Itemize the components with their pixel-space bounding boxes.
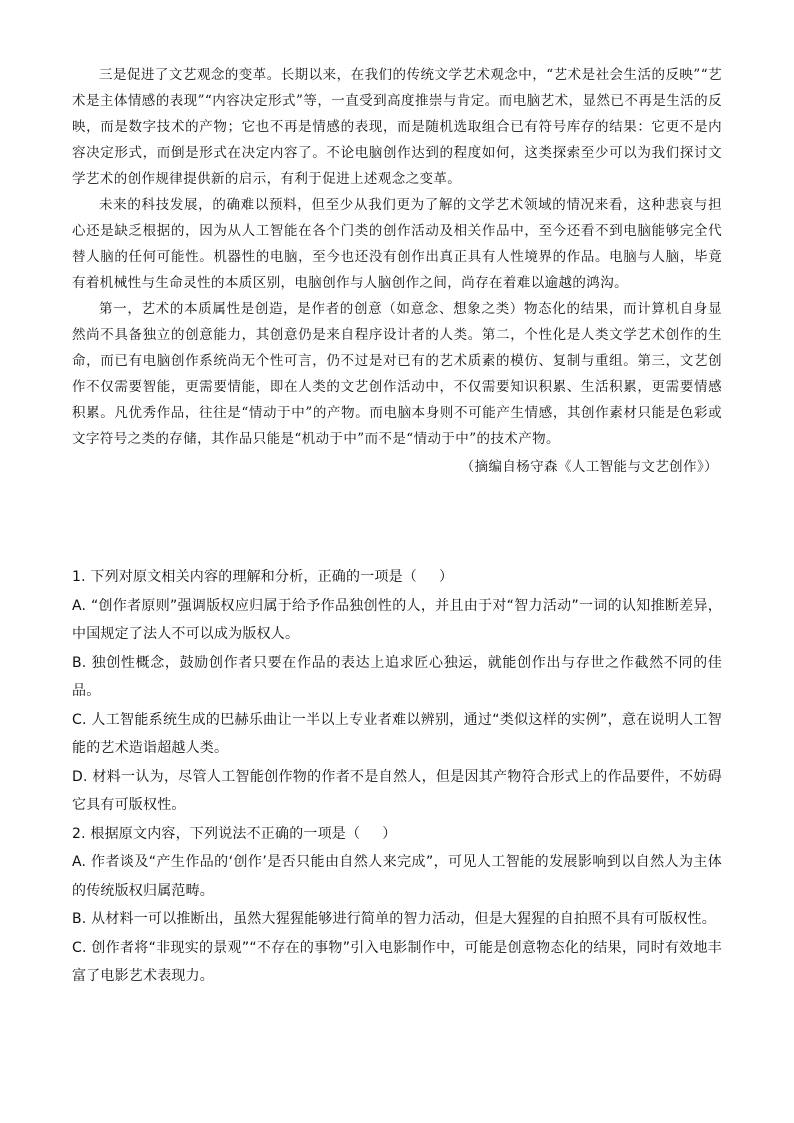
question-option: C. 人工智能系统生成的巴赫乐曲让一半以上专业者难以辨别，通过“类似这样的实例”，意在说明人工智能的艺术造诣超越人类。: [72, 711, 722, 756]
question-option: D. 材料一认为，尽管人工智能创作物的作者不是自然人，但是因其产物符合形式上的作品要件，不妨碍它具有可版权性。: [72, 768, 722, 813]
question-option: A. “创作者原则”强调版权应归属于给予作品独创性的人，并且由于对“智力活动”一词的认知推断差异，中国规定了法人不可以成为版权人。: [72, 597, 722, 642]
question-stem-text: 2. 根据原文内容，下列说法不正确的一项是（: [72, 825, 361, 842]
question-stem-end: ）: [382, 825, 397, 842]
passage-paragraph: 第一，艺术的本质属性是创造，是作者的创意（如意念、想象之类）物态化的结果，而计算机自身显然尚不具备独立的创意能力，其创意仍是来自程序设计者的人类。第二，个性化是人类文学艺术创作的生命，而已有电脑创作系统尚无个性可言，仍不过是对已有的艺术质素的模仿、复制与重组。第三，文艺创作不仅需要智能，更需要情能，即在人类的文艺创作活动中，不仅需要知识积累、生活积累，更需要情感积累。凡优秀作品，往往是“情动于中”的产物。而电脑本身则不可能产生情感，其创作素材只能是色彩或文字符号之类的存储，其作品只能是“机动于中”而不是“情动于中”的技术产物。: [72, 301, 722, 447]
question-stem: [72, 563, 722, 592]
question-stem: [72, 820, 722, 849]
reading-passage: [72, 62, 722, 480]
question-option: B. 从材料一可以推断出，虽然大猩猩能够进行简单的智力活动，但是大猩猩的自拍照不具有可版权性。: [72, 911, 716, 927]
question-option: A. 作者谈及“产生作品的‘创作’是否只能由自然人来完成”，可见人工智能的发展影响到以自然人为主体的传统版权归属范畴。: [72, 854, 722, 899]
question-option: B. 独创性概念，鼓励创作者只要在作品的表达上追求匠心独运，就能创作出与存世之作截然不同的佳品。: [72, 654, 722, 699]
passage-paragraph: 三是促进了文艺观念的变革。长期以来，在我们的传统文学艺术观念中，“艺术是社会生活的反映”“艺术是主体情感的表现”“内容决定形式”等，一直受到高度推崇与肯定。而电脑艺术，显然已不再是生活的反映，而是数字技术的产物；它也不再是情感的表现，而是随机选取组合已有符号库存的结果：它更不是内容决定形式，而倒是形式在决定内容了。不论电脑创作达到的程度如何，这类探索至少可以为我们探讨文学艺术的创作规律提供新的启示，有利于促进上述观念之变革。: [72, 67, 722, 187]
question-stem-end: ）: [439, 569, 454, 585]
passage-source: （摘编自杨守森《人工智能与文艺创作》）: [460, 459, 718, 475]
questions-section: [72, 563, 722, 991]
question-stem-text: 1. 下列对原文相关内容的理解和分析，正确的一项是（: [72, 569, 418, 585]
question-option: C. 创作者将“非现实的景观”“不存在的事物”引入电影制作中，可能是创意物态化的结果，同时有效地丰富了电影艺术表现力。: [72, 939, 722, 984]
passage-paragraph: 未来的科技发展，的确难以预料，但至少从我们更为了解的文学艺术领域的情况来看，这种悲哀与担心还是缺乏根据的，因为从人工智能在各个门类的创作活动及相关作品中，至今还看不到电脑能够完全代替人脑的任何可能性。机器性的电脑，至今也还没有创作出真正具有人性境界的作品。电脑与人脑，毕竟有着机械性与生命灵性的本质区别，电脑创作与人脑创作之间，尚存在着难以逾越的鸿沟。: [72, 197, 722, 291]
